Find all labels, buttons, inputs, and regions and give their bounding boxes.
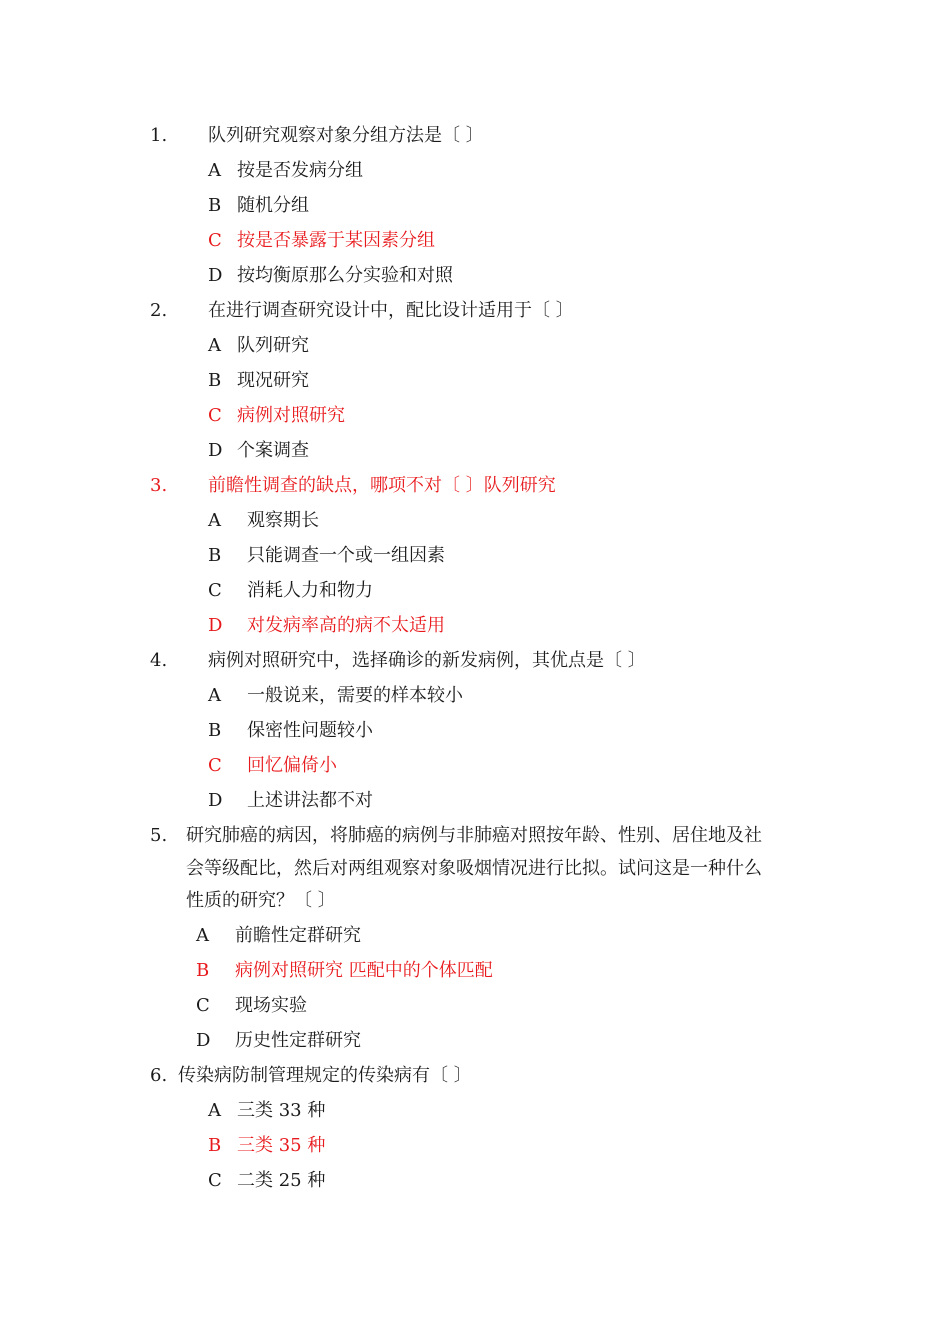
option-text: 个案调查 [237,440,309,461]
option-text: 消耗人力和物力 [247,580,373,601]
option-letter: D [208,265,223,286]
question-text: 性质的研究？〔 〕 [186,890,336,911]
question-number: 4. [150,650,168,671]
option-text: 现况研究 [237,370,309,391]
option-text: 二类 25 种 [237,1170,326,1191]
option-text: 三类 35 种 [237,1135,326,1156]
option-letter: A [208,685,221,706]
option-letter: C [208,405,222,426]
question-text: 病例对照研究中，选择确诊的新发病例，其优点是〔 〕 [208,650,646,671]
question-text: 在进行调查研究设计中，配比设计适用于〔 〕 [208,300,574,321]
question-number: 5. [150,825,168,846]
option-letter: C [208,755,222,776]
question-text: 队列研究观察对象分组方法是〔 〕 [208,125,484,146]
question-text: 会等级配比，然后对两组观察对象吸烟情况进行比拟。试问这是一种什么 [186,858,762,879]
option-text: 病例对照研究 匹配中的个体匹配 [235,960,493,981]
option-letter: D [196,1030,211,1051]
option-text: 观察期长 [247,510,319,531]
option-letter: A [196,925,209,946]
option-letter: C [196,995,210,1016]
option-text: 对发病率高的病不太适用 [247,615,445,636]
question-text: 前瞻性调查的缺点，哪项不对〔 〕队列研究 [208,475,556,496]
option-letter: B [208,720,222,741]
option-text: 按均衡原那么分实验和对照 [237,265,453,286]
option-text: 随机分组 [237,195,309,216]
option-text: 队列研究 [237,335,309,356]
option-letter: B [208,1135,222,1156]
question-number: 1. [150,125,168,146]
option-letter: A [208,160,221,181]
option-letter: B [196,960,210,981]
option-text: 按是否发病分组 [237,160,363,181]
option-text: 上述讲法都不对 [247,790,373,811]
option-letter: B [208,545,222,566]
option-letter: A [208,335,221,356]
option-letter: B [208,195,222,216]
option-text: 回忆偏倚小 [247,755,337,776]
question-text: 传染病防制管理规定的传染病有〔 〕 [178,1065,472,1086]
option-text: 前瞻性定群研究 [235,925,361,946]
option-letter: B [208,370,222,391]
option-text: 病例对照研究 [237,405,345,426]
option-text: 现场实验 [235,995,307,1016]
option-letter: D [208,615,223,636]
option-text: 三类 33 种 [237,1100,326,1121]
option-letter: C [208,230,222,251]
option-letter: C [208,580,222,601]
option-text: 按是否暴露于某因素分组 [237,230,435,251]
option-letter: C [208,1170,222,1191]
option-text: 历史性定群研究 [235,1030,361,1051]
option-letter: A [208,1100,221,1121]
question-text: 研究肺癌的病因，将肺癌的病例与非肺癌对照按年龄、性别、居住地及社 [186,825,762,846]
option-letter: A [208,510,221,531]
option-text: 一般说来，需要的样本较小 [247,685,463,706]
question-number: 6. [150,1065,168,1086]
question-number: 2. [150,300,168,321]
option-letter: D [208,440,223,461]
option-text: 只能调查一个或一组因素 [247,545,445,566]
option-text: 保密性问题较小 [247,720,373,741]
option-letter: D [208,790,223,811]
question-number: 3. [150,475,168,496]
